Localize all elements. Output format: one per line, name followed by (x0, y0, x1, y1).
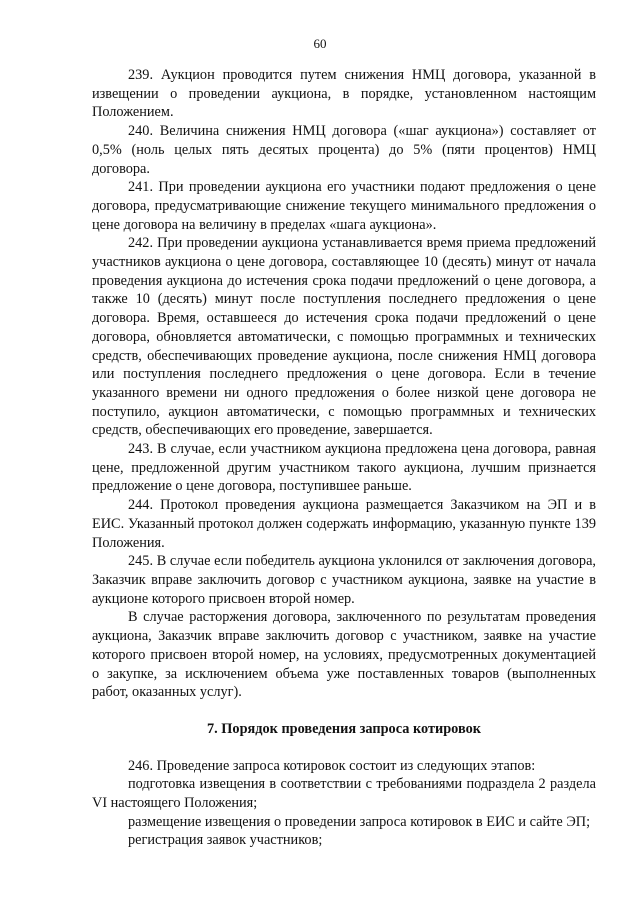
list-item-publish-notice: размещение извещения о проведении запроса котировок в ЕИС и сайте ЭП; (128, 813, 591, 830)
paragraph-240: 240. Величина снижения НМЦ договора («шаг аукциона») составляет от 0,5% (ноль целых пять десятых процента) до 5% (пяти процентов) НМЦ договора. (92, 123, 596, 177)
paragraph-245-continued: В случае расторжения договора, заключенного по результатам проведения аукциона, Заказчик вправе заключить договор с участником, заявке на участие которого присвоен второй номер, на условиях, предусмотренных документацией о закупке, за исключением объема уже поставленных товаров (выполненных работ, оказанных услуг). (92, 609, 596, 701)
paragraph-241: 241. При проведении аукциона его участники подают предложения о цене договора, предусматривающие снижение текущего минимального предложения о цене договора на величину в пределах «шага аукциона». (92, 179, 596, 233)
section-heading: 7. Порядок проведения запроса котировок (207, 720, 481, 737)
list-item-prepare-notice: подготовка извещения в соответствии с требованиями подраздела 2 раздела VI настоящего Положения; (92, 776, 596, 812)
paragraph-239: 239. Аукцион проводится путем снижения НМЦ договора, указанной в извещении о проведении аукциона, в порядке, установленном настоящим Положением. (92, 67, 596, 121)
paragraph-243: 243. В случае, если участником аукциона предложена цена договора, равная цене, предложенной другим участником такого аукциона, лучшим признается предложение о цене договора, поступившее раньше. (92, 441, 596, 495)
document-body (92, 66, 596, 850)
paragraph-246: 246. Проведение запроса котировок состоит из следующих этапов: (128, 757, 536, 774)
paragraph-242: 242. При проведении аукциона устанавливается время приема предложений участников аукциона о цене договора, составляющее 10 (десять) минут от начала проведения аукциона до истечения срока подачи предложений о цене договора, а также 10 (десять) минут после поступления последнего предложения о цене договора. Время, оставшееся до истечения срока подачи предложений о цене договора, обновляется автоматически, с помощью программных и технических средств, обеспечивающих проведение аукциона, после снижения НМЦ договора или поступления последнего предложения о цене договора. Если в течение указанного времени ни одного предложения о более низкой цене договора не поступило, аукцион автоматически, с помощью программных и технических средств, обеспечивающих его проведение, завершается. (92, 235, 596, 439)
paragraph-244: 244. Протокол проведения аукциона размещается Заказчиком на ЭП и в ЕИС. Указанный протокол должен содержать информацию, указанную пункте 139 Положения. (92, 497, 596, 551)
list-item-register-applications: регистрация заявок участников; (128, 832, 323, 849)
page-number: 60 (313, 36, 327, 51)
paragraph-245: 245. В случае если победитель аукциона уклонился от заключения договора, Заказчик вправе заключить договор с участником аукциона, заявке на участие в аукционе которого присвоен второй номер. (92, 553, 596, 607)
